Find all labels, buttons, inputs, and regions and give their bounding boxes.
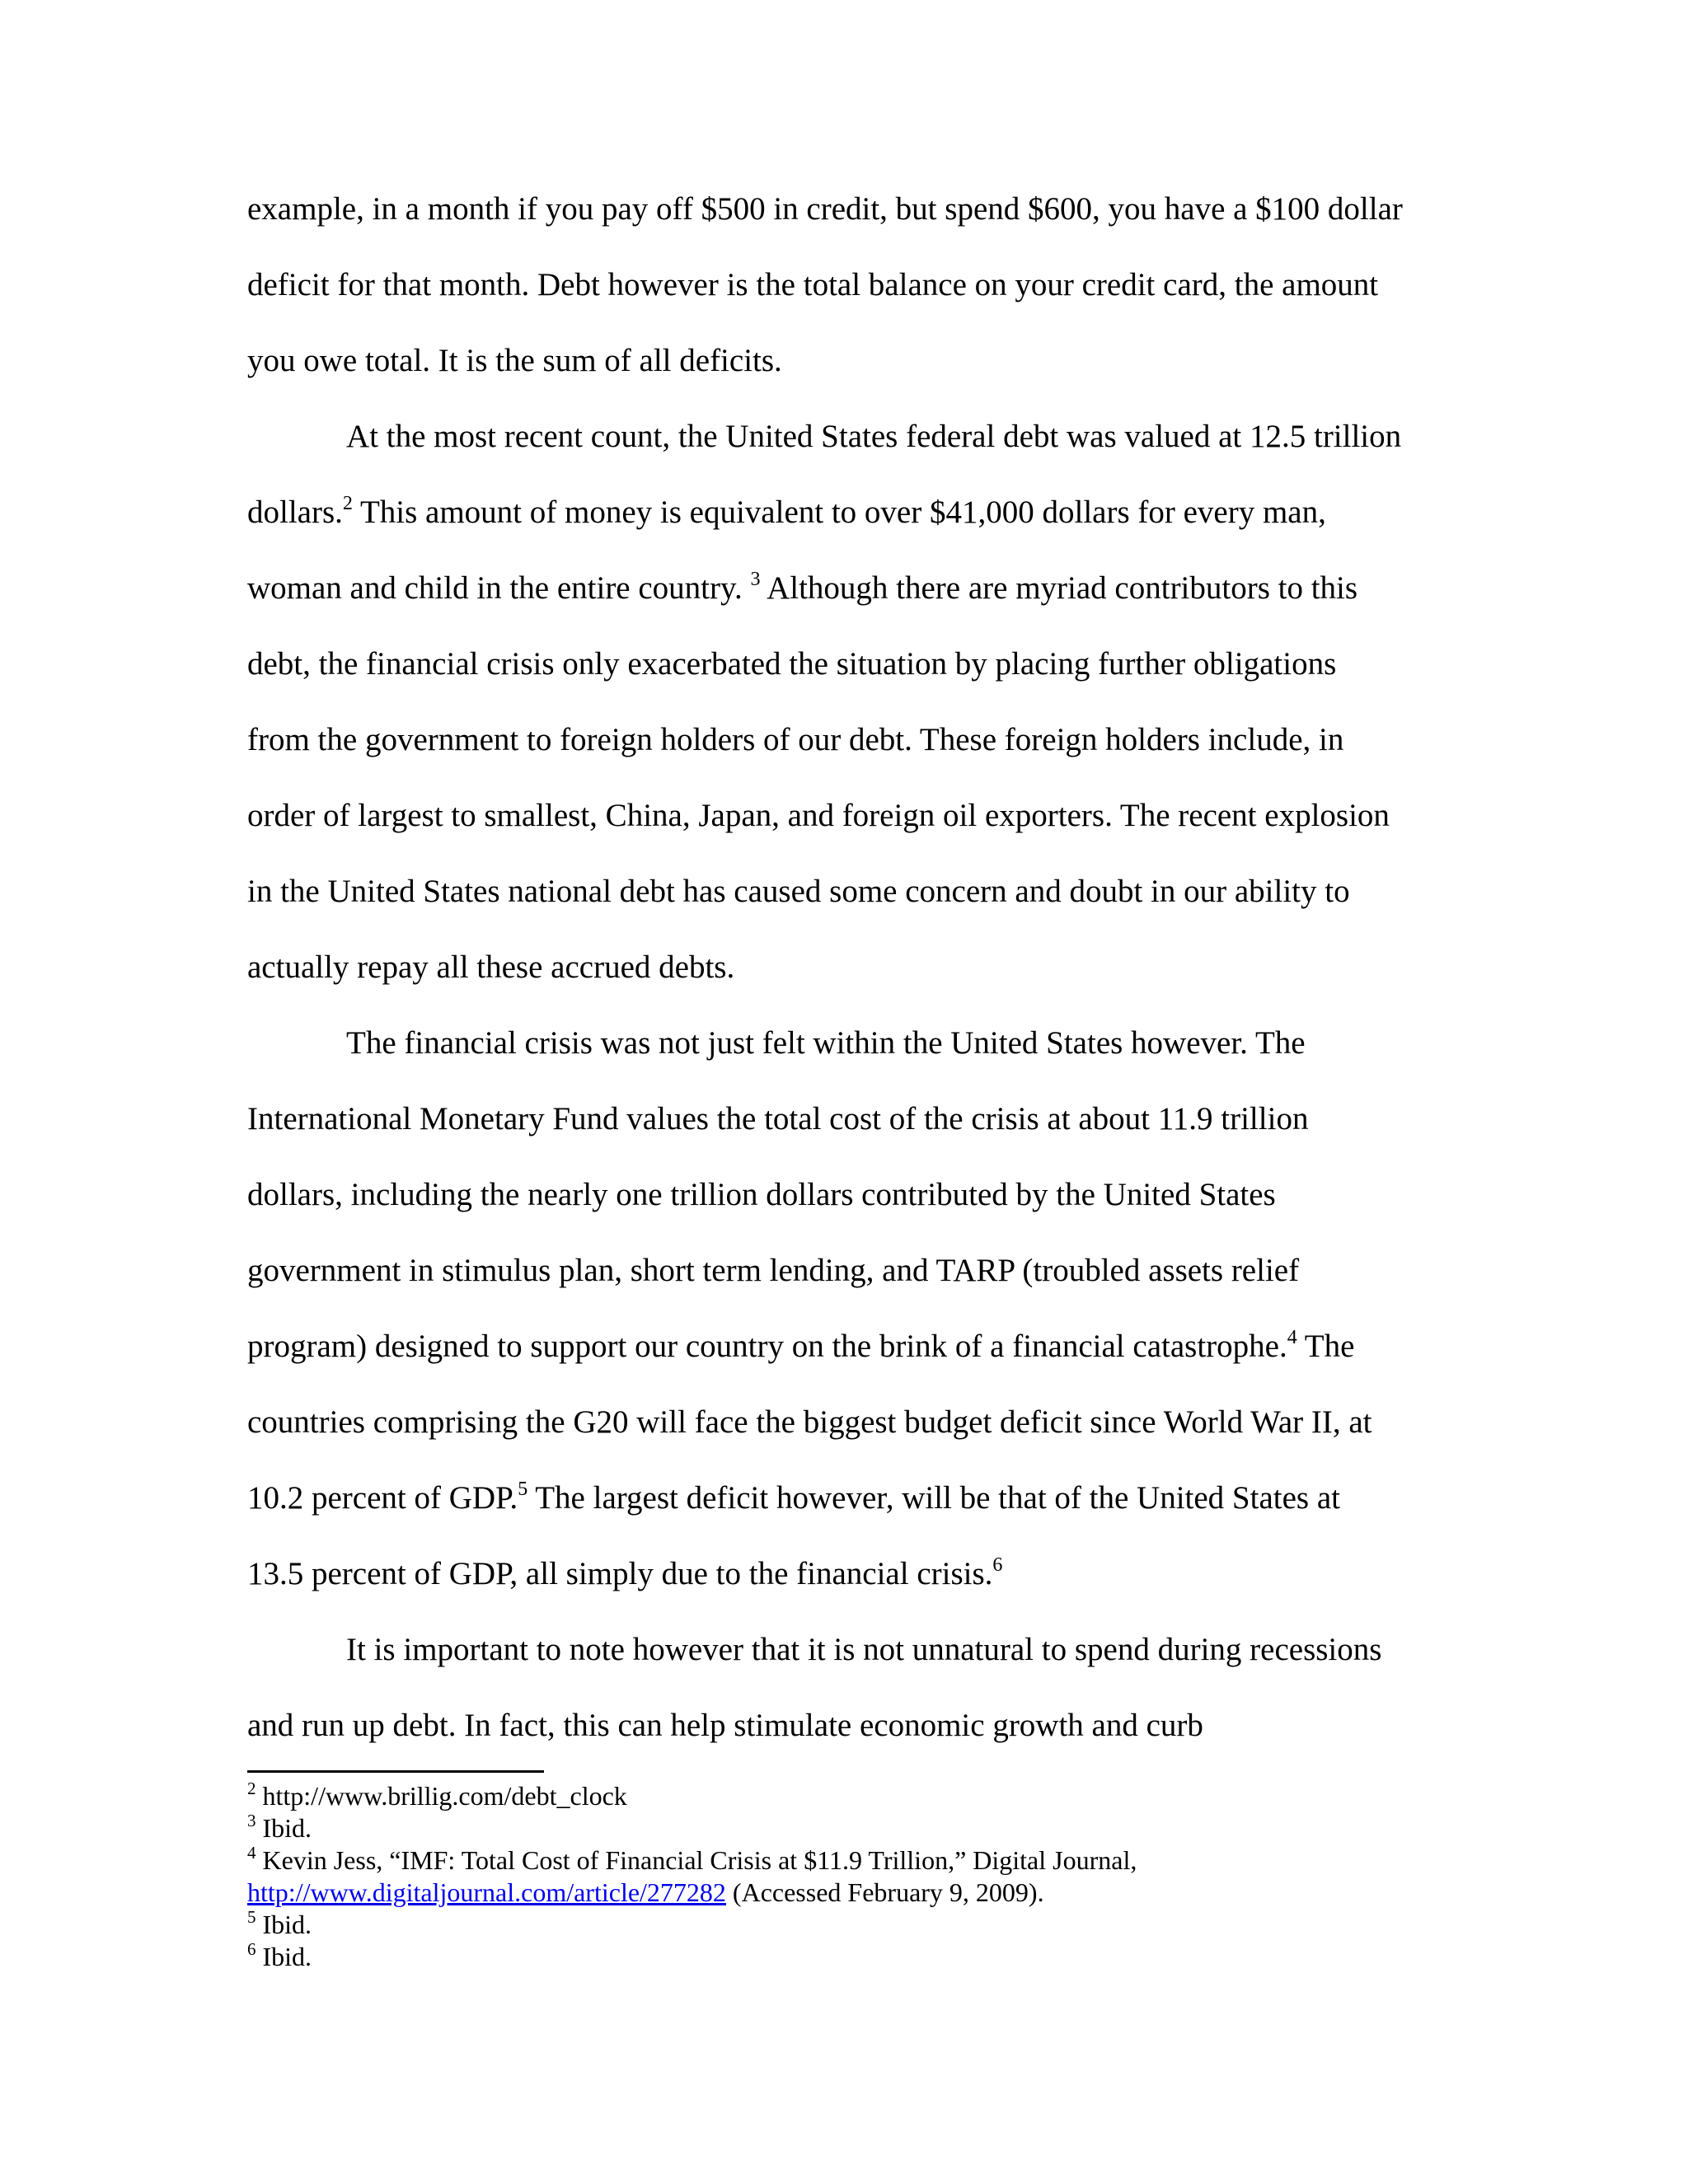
text-line: deficit for that month. Debt however is the total balance on your credit card, the amount: [247, 267, 1379, 302]
text-line: At the most recent count, the United States federal debt was valued at 12.5 trillion: [346, 419, 1402, 454]
footnote-text: (Accessed February 9, 2009).: [725, 1877, 1044, 1907]
text-line: The financial crisis was not just felt within the United States however. The: [346, 1025, 1306, 1061]
text-line: from the government to foreign holders of our debt. These foreign holders include, in: [247, 722, 1344, 757]
footnote-2: [247, 1780, 1451, 1812]
footnotes: [247, 1780, 1451, 1973]
text-line: It is important to note however that it is not unnatural to spend during recessions: [346, 1632, 1382, 1667]
text-line: [247, 1327, 1354, 1366]
footnote-ref-3: 3: [750, 569, 761, 590]
footnote-ref-4: 4: [1287, 1327, 1297, 1348]
footnote-ref-2: 2: [342, 493, 353, 514]
footnote-number: 5: [247, 1907, 256, 1927]
text-line: debt, the financial crisis only exacerbated the situation by placing further obligations: [247, 646, 1337, 682]
footnote-number: 6: [247, 1939, 256, 1959]
text-line: International Monetary Fund values the total cost of the crisis at about 11.9 trillion: [247, 1101, 1309, 1137]
text-span: Although there are myriad contributors to this: [760, 570, 1358, 606]
text-span: This amount of money is equivalent to over $41,000 dollars for every man,: [352, 494, 1326, 530]
text-span: The largest deficit however, will be that of the United States at: [528, 1480, 1340, 1516]
text-span: 13.5 percent of GDP, all simply due to the financial crisis.: [247, 1556, 993, 1591]
footnote-number: 4: [247, 1843, 256, 1863]
text-line: [247, 569, 1357, 608]
footnote-4-continued: [247, 1877, 1451, 1909]
text-line: [247, 1479, 1340, 1518]
text-line: countries comprising the G20 will face the biggest budget deficit since World War II, at: [247, 1404, 1372, 1440]
footnote-number: 3: [247, 1811, 256, 1830]
footnote-ref-5: 5: [518, 1479, 528, 1500]
text-line: [247, 493, 1326, 532]
footnote-3: [247, 1812, 1451, 1844]
footnote-text: Ibid.: [262, 1813, 312, 1843]
text-line: you owe total. It is the sum of all deficits.: [247, 343, 782, 378]
footnote-6: [247, 1941, 1451, 1973]
footnote-number: 2: [247, 1779, 256, 1798]
footnote-text: Ibid.: [262, 1910, 312, 1939]
footnote-text: http://www.brillig.com/debt_clock: [262, 1781, 627, 1811]
footnote-separator: [247, 1770, 544, 1773]
footnote-4: [247, 1844, 1451, 1877]
text-line: order of largest to smallest, China, Japan, and foreign oil exporters. The recent explosion: [247, 798, 1390, 833]
text-span: program) designed to support our country on the brink of a financial catastrophe.: [247, 1329, 1287, 1364]
digitaljournal-link[interactable]: http://www.digitaljournal.com/article/277282: [247, 1877, 726, 1907]
text-span: 10.2 percent of GDP.: [247, 1480, 518, 1516]
text-span: woman and child in the entire country.: [247, 570, 751, 606]
text-line: actually repay all these accrued debts.: [247, 949, 735, 985]
text-line: dollars, including the nearly one trillion dollars contributed by the United States: [247, 1177, 1276, 1212]
footnote-text: Kevin Jess, “IMF: Total Cost of Financial Crisis at $11.9 Trillion,” Digital Journal,: [262, 1845, 1137, 1875]
footnote-5: [247, 1909, 1451, 1941]
text-line: and run up debt. In fact, this can help stimulate economic growth and curb: [247, 1708, 1203, 1743]
text-span: The: [1296, 1329, 1355, 1364]
text-line: example, in a month if you pay off $500 in credit, but spend $600, you have a $100 dollar: [247, 191, 1403, 227]
text-line: in the United States national debt has caused some concern and doubt in our ability to: [247, 874, 1350, 909]
text-line: government in stimulus plan, short term lending, and TARP (troubled assets relief: [247, 1253, 1300, 1288]
footnote-ref-6: 6: [992, 1554, 1003, 1576]
footnote-text: Ibid.: [262, 1942, 312, 1971]
text-line: [247, 1554, 1002, 1594]
text-span: dollars.: [247, 494, 343, 530]
